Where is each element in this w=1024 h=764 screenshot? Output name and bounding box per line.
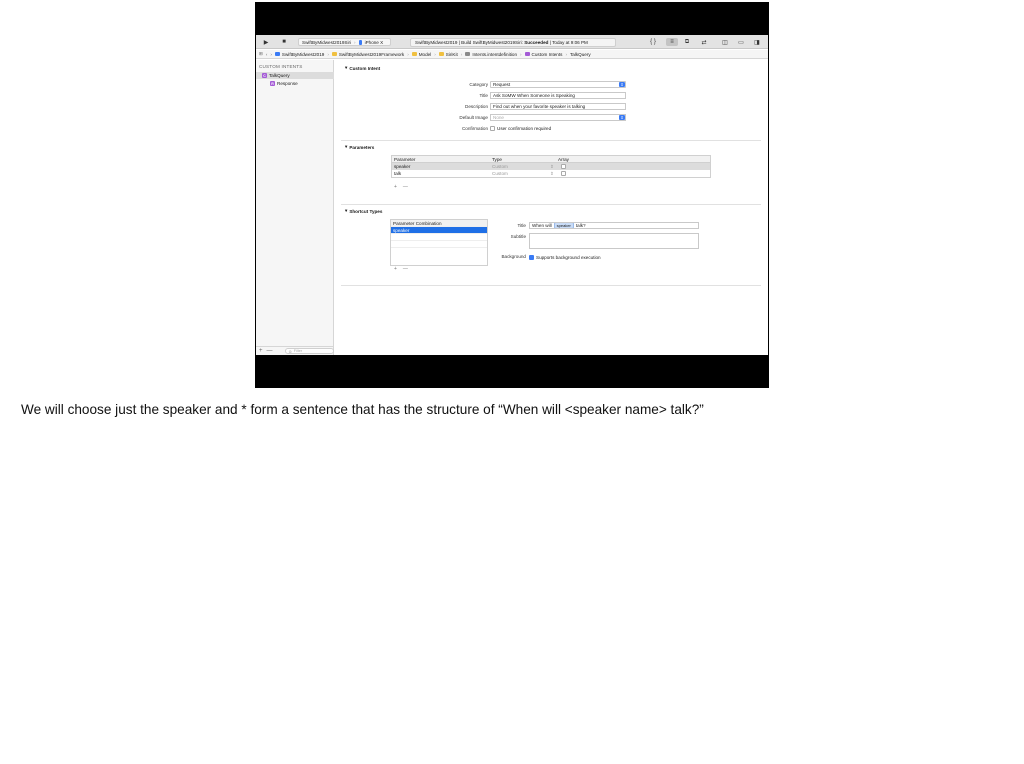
folder-icon bbox=[332, 52, 337, 56]
background-label: Background bbox=[501, 254, 526, 259]
forward-icon[interactable]: › bbox=[270, 51, 272, 57]
folder-icon bbox=[439, 52, 444, 56]
description-field[interactable] bbox=[490, 103, 626, 110]
default-image-popup[interactable] bbox=[490, 114, 626, 121]
stepper-icon[interactable]: ⇕ bbox=[550, 164, 554, 169]
status-result: Succeeded bbox=[524, 40, 549, 45]
section-custom-intent[interactable] bbox=[345, 65, 380, 71]
parameter-name: talk bbox=[394, 171, 402, 176]
parameters-table bbox=[391, 155, 711, 178]
remove-intent-button[interactable]: — bbox=[266, 348, 273, 354]
file-icon bbox=[465, 52, 470, 56]
section-title: Parameters bbox=[349, 144, 375, 150]
navigator-toggle-icon[interactable]: ◫ bbox=[722, 39, 728, 46]
chevron-right-icon: › bbox=[434, 51, 436, 57]
chevron-right-icon: › bbox=[520, 51, 522, 57]
intent-group-icon bbox=[525, 52, 530, 56]
status-time: | Today at 9:06 PM bbox=[549, 40, 588, 45]
project-icon bbox=[275, 52, 280, 56]
title-prefix: When will bbox=[532, 223, 552, 228]
table-row[interactable] bbox=[392, 170, 710, 177]
section-shortcut-types[interactable] bbox=[345, 208, 382, 214]
filter-field[interactable] bbox=[285, 348, 334, 354]
remove-parameter-button[interactable]: — bbox=[402, 184, 408, 190]
scheme-target: SwiftByMidwest2019Siri bbox=[302, 39, 352, 45]
background-checkbox[interactable] bbox=[529, 255, 534, 260]
section-title: Custom Intent bbox=[349, 65, 381, 71]
play-icon[interactable]: ▶ bbox=[263, 39, 269, 46]
disclosure-triangle-icon: ▾ bbox=[345, 65, 348, 70]
status-prefix: SwiftByMidwest2019 | Build SwiftByMidwest2019Siri: bbox=[415, 40, 523, 45]
section-parameters[interactable] bbox=[345, 144, 374, 150]
grid-icon[interactable]: ⊞ bbox=[259, 51, 263, 56]
section-divider bbox=[341, 140, 761, 141]
list-item-empty bbox=[391, 241, 487, 248]
breadcrumb-item[interactable] bbox=[439, 52, 458, 57]
slide-caption: We will choose just the speaker and * form a sentence that has the structure of “When will <speaker name> talk?” bbox=[21, 402, 704, 417]
navigator-header: CUSTOM INTENTS bbox=[259, 64, 303, 69]
shortcut-title-label: Title bbox=[517, 223, 526, 228]
back-icon[interactable]: ‹ bbox=[265, 51, 268, 57]
title-field[interactable] bbox=[490, 92, 626, 99]
scheme-device: iPhone X bbox=[364, 39, 384, 45]
breadcrumb-label: SiriKit bbox=[445, 51, 458, 57]
subtitle-label: Subtitle bbox=[510, 234, 526, 239]
parameter-type[interactable]: Custom bbox=[492, 171, 508, 176]
default-image-label: Default Image bbox=[459, 115, 488, 120]
version-editor-icon[interactable]: ⇄ bbox=[701, 39, 707, 46]
parameter-type[interactable]: Custom bbox=[492, 164, 508, 169]
navigator-item-label: Response bbox=[277, 81, 298, 86]
breadcrumb-label: Custom Intents bbox=[531, 51, 563, 57]
section-divider bbox=[341, 204, 761, 205]
parameter-name: speaker bbox=[394, 164, 411, 169]
stepper-icon[interactable]: ⇕ bbox=[550, 171, 554, 176]
description-value: Find out when your favorite speaker is talking bbox=[493, 104, 586, 109]
section-title: Shortcut Types bbox=[349, 208, 383, 214]
breadcrumb-label: SwiftByMidwest2019Framework bbox=[338, 51, 405, 57]
response-badge-icon: R bbox=[271, 81, 274, 86]
breadcrumb-label: Intents.intentdefinition bbox=[472, 51, 518, 57]
navigator-footer bbox=[256, 346, 334, 355]
table-header-row bbox=[392, 156, 710, 163]
breadcrumb-item[interactable] bbox=[412, 52, 432, 57]
chevron-right-icon: › bbox=[460, 51, 463, 57]
navigator-item-label: TalkQuery bbox=[269, 73, 290, 78]
device-icon bbox=[359, 40, 362, 45]
category-value: Request bbox=[493, 82, 511, 87]
default-image-value: None bbox=[493, 115, 504, 120]
scheme-selector[interactable] bbox=[298, 38, 391, 46]
popup-chevron-icon: ⇕ bbox=[620, 82, 624, 87]
section-divider bbox=[341, 285, 761, 286]
breadcrumb-item[interactable] bbox=[275, 52, 324, 57]
confirmation-label: Confirmation bbox=[461, 126, 488, 131]
navigator-item-talkquery[interactable] bbox=[256, 72, 334, 79]
navigator-item-response[interactable] bbox=[256, 80, 334, 87]
chevron-right-icon: › bbox=[565, 51, 567, 57]
add-parameter-button[interactable]: + bbox=[394, 184, 397, 190]
title-suffix: talk? bbox=[575, 223, 586, 228]
add-intent-button[interactable]: + bbox=[259, 348, 263, 354]
category-popup[interactable] bbox=[490, 81, 626, 88]
remove-combination-button[interactable]: — bbox=[402, 266, 408, 272]
confirmation-checkbox[interactable] bbox=[490, 126, 495, 131]
debug-toggle-icon[interactable]: ▭ bbox=[738, 39, 744, 46]
list-item[interactable]: speaker bbox=[391, 227, 487, 234]
column-header-parameter[interactable]: Parameter bbox=[394, 157, 416, 162]
description-label: Description bbox=[465, 104, 488, 109]
library-icon[interactable]: { } bbox=[650, 39, 656, 45]
title-value: Ask SoMW When Someone is Speaking bbox=[493, 93, 575, 98]
category-label: Category bbox=[469, 82, 488, 87]
add-combination-button[interactable]: + bbox=[394, 266, 397, 272]
speaker-token[interactable]: speaker bbox=[554, 222, 574, 229]
activity-status bbox=[410, 38, 616, 47]
array-checkbox[interactable] bbox=[561, 164, 566, 169]
confirmation-text: User confirmation required bbox=[497, 126, 552, 131]
column-header-type[interactable]: Type bbox=[492, 157, 502, 162]
toolbar bbox=[256, 35, 768, 49]
subtitle-field[interactable] bbox=[529, 233, 699, 249]
array-checkbox[interactable] bbox=[561, 171, 566, 176]
breadcrumb-label: TalkQuery bbox=[569, 51, 591, 57]
screenshot-frame bbox=[255, 2, 769, 388]
stop-icon[interactable]: ■ bbox=[282, 39, 286, 45]
standard-editor-icon[interactable]: ≡ bbox=[666, 38, 678, 46]
breadcrumb-label: Model bbox=[418, 51, 432, 57]
jump-bar bbox=[256, 50, 768, 59]
disclosure-triangle-icon: ▾ bbox=[345, 144, 348, 149]
parameters-add-remove bbox=[394, 184, 408, 190]
breadcrumb-item[interactable] bbox=[465, 52, 517, 57]
popup-chevron-icon: ⇕ bbox=[620, 115, 624, 120]
breadcrumb-item[interactable] bbox=[570, 52, 591, 57]
intent-navigator bbox=[256, 60, 334, 355]
breadcrumb-label: SwiftByMidwest2019 bbox=[281, 51, 325, 57]
inspector-toggle-icon[interactable]: ◨ bbox=[754, 39, 760, 46]
combination-add-remove bbox=[394, 266, 408, 272]
folder-icon bbox=[412, 52, 417, 56]
disclosure-triangle-icon: ▾ bbox=[345, 208, 348, 213]
background-text: Supports background execution bbox=[536, 255, 601, 260]
filter-icon: ⊜ bbox=[288, 349, 292, 354]
chevron-right-icon: › bbox=[407, 51, 409, 57]
intent-badge-icon: C bbox=[263, 73, 266, 78]
filter-placeholder: Filter bbox=[293, 349, 303, 353]
column-header-array[interactable]: Array bbox=[558, 157, 569, 162]
table-row[interactable] bbox=[392, 163, 710, 170]
title-label: Title bbox=[479, 93, 488, 98]
chevron-right-icon: › bbox=[354, 39, 356, 45]
xcode-window bbox=[256, 35, 768, 355]
combo-header: Parameter Combination bbox=[391, 220, 487, 227]
shortcut-title-field[interactable] bbox=[529, 222, 699, 229]
chevron-right-icon: › bbox=[327, 51, 329, 57]
breadcrumb-item[interactable] bbox=[332, 52, 404, 57]
breadcrumb-item[interactable] bbox=[525, 52, 563, 57]
intent-editor bbox=[335, 60, 768, 355]
assistant-editor-icon[interactable]: ⧉ bbox=[684, 38, 690, 45]
